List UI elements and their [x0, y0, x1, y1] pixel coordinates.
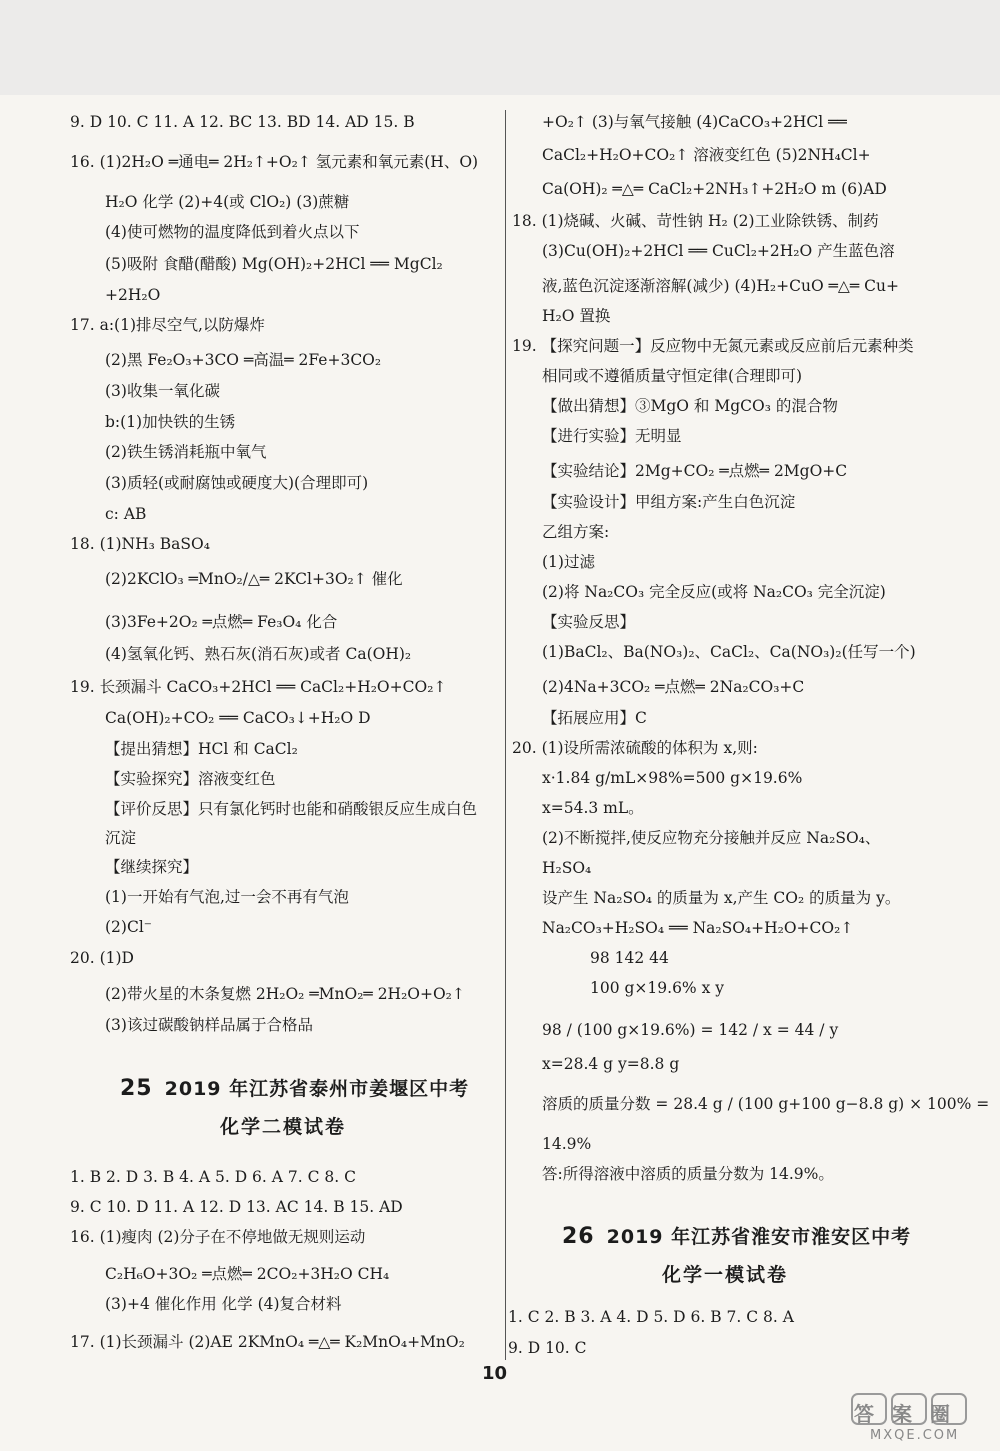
answer-line: (3)收集一氧化碳: [105, 382, 220, 400]
answer-line: 【实验结论】2Mg+CO₂ ═点燃═ 2MgO+C: [542, 462, 848, 480]
answer-line: b:(1)加快铁的生锈: [105, 413, 236, 431]
answer-line: 相同或不遵循质量守恒定律(合理即可): [542, 367, 803, 385]
section-title: 2019 年江苏省淮安市淮安区中考: [606, 1226, 912, 1248]
answer-line: 溶质的质量分数 = 28.4 g / (100 g+100 g−8.8 g) × 100% =: [542, 1095, 990, 1113]
section-25-subtitle: 化学二模试卷: [220, 1116, 347, 1138]
section-26-heading: [562, 1222, 911, 1249]
answer-line: c: AB: [105, 505, 147, 523]
answer-line: (4)氢氧化钙、熟石灰(消石灰)或者 Ca(OH)₂: [105, 645, 412, 663]
answer-line: 20. (1)设所需浓硫酸的体积为 x,则:: [512, 739, 758, 757]
answer-line: Na₂CO₃+H₂SO₄ ══ Na₂SO₄+H₂O+CO₂↑: [542, 919, 854, 937]
answer-line: 17. (1)长颈漏斗 (2)AE 2KMnO₄ ═△═ K₂MnO₄+MnO₂: [70, 1333, 465, 1351]
answer-line: 【评价反思】只有氯化钙时也能和硝酸银反应生成白色: [105, 800, 478, 818]
answer-line: 18. (1)NH₃ BaSO₄: [70, 535, 210, 553]
answer-line: 98 / (100 g×19.6%) = 142 / x = 44 / y: [542, 1021, 839, 1039]
answer-line: 1. C 2. B 3. A 4. D 5. D 6. B 7. C 8. A: [508, 1308, 794, 1326]
answer-line: 17. a:(1)排尽空气,以防爆炸: [70, 316, 265, 334]
answer-line: H₂O 化学 (2)+4(或 ClO₂) (3)蔗糖: [105, 193, 350, 211]
answer-line: (3)质轻(或耐腐蚀或硬度大)(合理即可): [105, 474, 369, 492]
answer-line: 【继续探究】: [105, 858, 199, 876]
answer-line: (3)+4 催化作用 化学 (4)复合材料: [105, 1295, 342, 1313]
answer-line: (2)将 Na₂CO₃ 完全反应(或将 Na₂CO₃ 完全沉淀): [542, 583, 886, 601]
answer-line: H₂SO₄: [542, 859, 592, 877]
answer-line: +2H₂O: [105, 286, 161, 304]
answer-line: 【提出猜想】HCl 和 CaCl₂: [105, 740, 298, 758]
answer-line: 14.9%: [542, 1135, 592, 1153]
scan-top-band: [0, 0, 1000, 95]
answer-line: (2)带火星的木条复燃 2H₂O₂ ═MnO₂═ 2H₂O+O₂↑: [105, 985, 465, 1003]
answer-line: (3)该过碳酸钠样品属于合格品: [105, 1016, 313, 1034]
answer-line: 【实验探究】溶液变红色: [105, 770, 276, 788]
answer-line: (4)使可燃物的温度降低到着火点以下: [105, 223, 360, 241]
answer-line: 【实验反思】: [542, 613, 636, 631]
answer-line: x=54.3 mL。: [542, 799, 644, 817]
answer-line: 沉淀: [105, 829, 137, 847]
answer-line: 液,蓝色沉淀逐渐溶解(减少) (4)H₂+CuO ═△═ Cu+: [542, 277, 899, 295]
answer-line: 设产生 Na₂SO₄ 的质量为 x,产生 CO₂ 的质量为 y。: [542, 889, 901, 907]
answer-line: (2)Cl⁻: [105, 918, 152, 936]
answer-line: 9. D 10. C 11. A 12. BC 13. BD 14. AD 15. B: [70, 113, 415, 131]
answer-line: Ca(OH)₂+CO₂ ══ CaCO₃↓+H₂O D: [105, 709, 371, 727]
answer-line: (2)4Na+3CO₂ ═点燃═ 2Na₂CO₃+C: [542, 678, 805, 696]
answer-line: (5)吸附 食醋(醋酸) Mg(OH)₂+2HCl ══ MgCl₂: [105, 255, 443, 273]
answer-line: (3)3Fe+2O₂ ═点燃═ Fe₃O₄ 化合: [105, 613, 338, 631]
answer-line: x·1.84 g/mL×98%=500 g×19.6%: [542, 769, 803, 787]
answer-line: H₂O 置换: [542, 307, 611, 325]
answer-line: CaCl₂+H₂O+CO₂↑ 溶液变红色 (5)2NH₄Cl+: [542, 146, 871, 164]
answer-line: (2)不断搅拌,使反应物充分接触并反应 Na₂SO₄、: [542, 829, 881, 847]
answer-line: (1)一开始有气泡,过一会不再有气泡: [105, 888, 349, 906]
answer-line: x=28.4 g y=8.8 g: [542, 1055, 680, 1073]
answer-line: 16. (1)瘦肉 (2)分子在不停地做无规则运动: [70, 1228, 366, 1246]
watermark-url: MXQE.COM: [870, 1428, 960, 1443]
answer-line: 100 g×19.6% x y: [590, 979, 725, 997]
answer-line: 【实验设计】甲组方案:产生白色沉淀: [542, 493, 796, 511]
answer-line: (2)铁生锈消耗瓶中氧气: [105, 443, 267, 461]
answer-line: 1. B 2. D 3. B 4. A 5. D 6. A 7. C 8. C: [70, 1168, 356, 1186]
answer-line: 16. (1)2H₂O ═通电═ 2H₂↑+O₂↑ 氢元素和氧元素(H、O): [70, 153, 479, 171]
answer-line: 18. (1)烧碱、火碱、苛性钠 H₂ (2)工业除铁锈、制药: [512, 212, 879, 230]
answer-line: Ca(OH)₂ ═△═ CaCl₂+2NH₃↑+2H₂O m (6)AD: [542, 180, 887, 198]
answer-line: 【拓展应用】C: [542, 709, 647, 727]
answer-line: 20. (1)D: [70, 949, 134, 967]
watermark-text: 答案圈: [854, 1402, 968, 1426]
section-26-subtitle: 化学一模试卷: [662, 1264, 789, 1286]
answer-line: (1)过滤: [542, 553, 595, 571]
answer-line: 98 142 44: [590, 949, 669, 967]
section-number: 25: [120, 1076, 153, 1101]
answer-line: (2)2KClO₃ ═MnO₂/△═ 2KCl+3O₂↑ 催化: [105, 570, 403, 588]
answer-line: 乙组方案:: [542, 523, 610, 541]
answer-line: C₂H₆O+3O₂ ═点燃═ 2CO₂+3H₂O CH₄: [105, 1265, 390, 1283]
answer-line: (1)BaCl₂、Ba(NO₃)₂、CaCl₂、Ca(NO₃)₂(任写一个): [542, 643, 916, 661]
site-watermark: [850, 1392, 980, 1444]
answer-line: 9. D 10. C: [508, 1339, 587, 1357]
answer-line: 【进行实验】无明显: [542, 427, 682, 445]
answer-line: +O₂↑ (3)与氧气接触 (4)CaCO₃+2HCl ══: [542, 113, 847, 131]
answer-line: 9. C 10. D 11. A 12. D 13. AC 14. B 15. AD: [70, 1198, 403, 1216]
answer-line: 【做出猜想】③MgO 和 MgCO₃ 的混合物: [542, 397, 838, 415]
answer-line: (3)Cu(OH)₂+2HCl ══ CuCl₂+2H₂O 产生蓝色溶: [542, 242, 895, 260]
page-number: 10: [482, 1363, 508, 1384]
section-number: 26: [562, 1224, 595, 1249]
answer-line: 答:所得溶液中溶质的质量分数为 14.9%。: [542, 1165, 834, 1183]
answer-line: (2)黑 Fe₂O₃+3CO ═高温═ 2Fe+3CO₂: [105, 351, 382, 369]
section-title: 2019 年江苏省泰州市姜堰区中考: [164, 1078, 470, 1100]
section-25-heading: [120, 1074, 469, 1101]
column-divider: [505, 110, 506, 1360]
answer-line: 19. 长颈漏斗 CaCO₃+2HCl ══ CaCl₂+H₂O+CO₂↑: [70, 678, 447, 696]
answer-line: 19. 【探究问题一】反应物中无氮元素或反应前后元素种类: [512, 337, 914, 355]
